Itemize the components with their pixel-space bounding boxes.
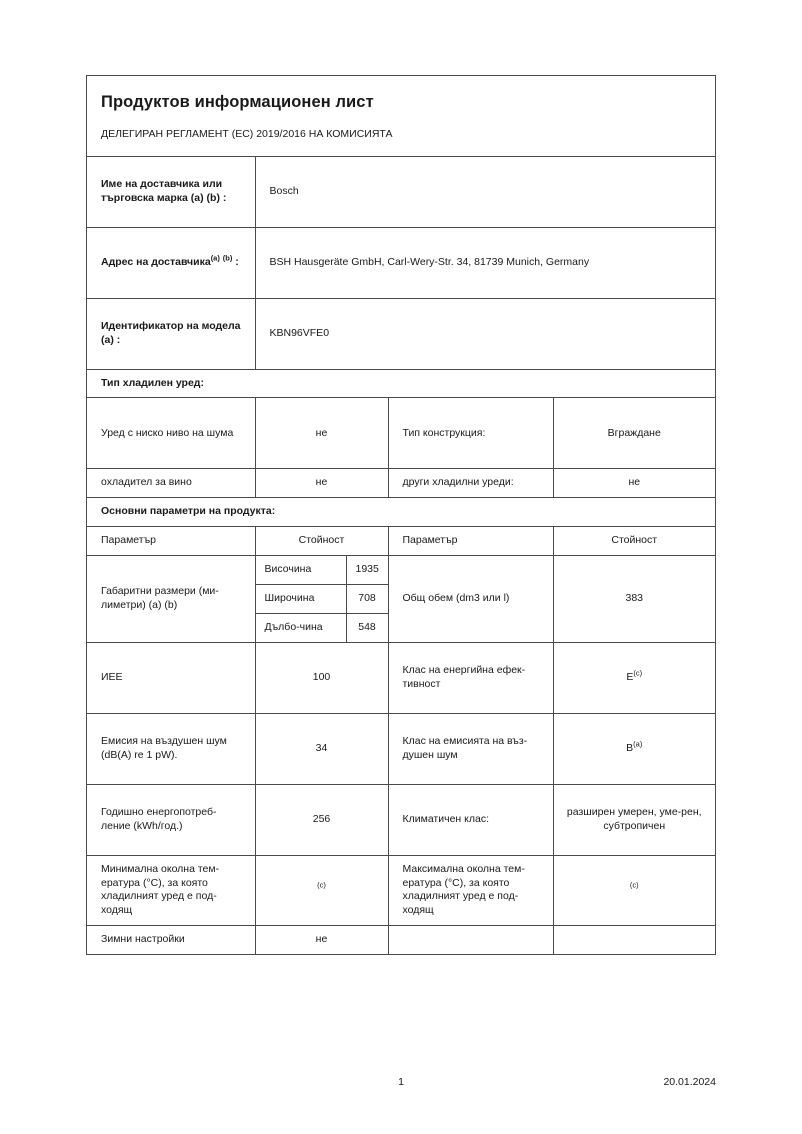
winter-settings-empty-label [388,926,553,954]
total-volume-label: Общ обем (dm3 или l) [388,556,553,643]
supplier-name-label: Име на доставчика или търговска марка (a) (b) : [87,156,255,227]
model-identifier-label: Идентификатор на модела (a) : [87,298,255,369]
annual-energy-row [87,784,715,855]
climate-class-label: Климатичен клас: [388,784,553,855]
annual-energy-value: 256 [255,784,388,855]
dimensions-values-cell [255,556,388,643]
other-appliances-label: други хладилни уреди: [388,469,553,498]
page-title: Продуктов информационен лист [101,93,374,111]
dimension-name-depth: Дълбо-чина [256,613,347,641]
supplier-address-value: BSH Hausgeräte GmbH, Carl-Wery-Str. 34, 81739 Munich, Germany [255,227,715,298]
noise-class-footnote: (a) [633,739,643,749]
max-ambient-temp-value [553,855,715,925]
noise-emission-row [87,713,715,784]
ambient-temperature-row [87,855,715,925]
page-title-cell [87,76,715,124]
dimension-value-height: 1935 [346,556,388,584]
footnote-a-marker: (a) [210,253,220,263]
dimensions-table [256,556,388,642]
appliance-type-section-title: Тип хладилен уред: [87,369,715,398]
max-ambient-temp-label: Максимална околна тем-ература (°C), за която хладилният уред е под-ходящ [388,855,553,925]
eei-label: ИЕЕ [87,642,255,713]
product-info-table [87,76,715,954]
low-noise-value: не [255,398,388,469]
model-identifier-row [87,298,715,369]
supplier-name-value: Bosch [255,156,715,227]
regulation-subtitle-cell [87,124,715,156]
header-parameter-left: Параметър [87,527,255,556]
dimension-row-width [256,584,388,613]
product-information-sheet [86,75,716,955]
regulation-subtitle: ДЕЛЕГИРАН РЕГЛАМЕНТ (ЕС) 2019/2016 НА КОМИСИЯТА [101,127,393,140]
min-ambient-temp-footnote: (c) [317,880,326,890]
dimension-row-height [256,556,388,584]
header-value-right: Стойност [553,527,715,556]
low-noise-label: Уред с ниско ниво на шума [87,398,255,469]
appliance-type-row-1 [87,398,715,469]
winter-settings-label: Зимни настройки [87,926,255,954]
eei-row [87,642,715,713]
other-appliances-value: не [553,469,715,498]
energy-class-label: Клас на енергийна ефек-тивност [388,642,553,713]
main-parameters-section-row [87,498,715,527]
noise-emission-label: Емисия на въздушен шум (dB(A) re 1 pW). [87,713,255,784]
construction-type-label: Тип конструкция: [388,398,553,469]
footnote-b-marker: (b) [222,253,233,263]
dimension-name-height: Височина [256,556,347,584]
noise-class-letter: B [626,741,634,754]
energy-class-letter: E [626,670,634,683]
supplier-address-row [87,227,715,298]
construction-type-value: Вграждане [553,398,715,469]
noise-emission-value: 34 [255,713,388,784]
noise-class-value [553,713,715,784]
total-volume-value: 383 [553,556,715,643]
eei-value: 100 [255,642,388,713]
energy-class-value [553,642,715,713]
header-value-left: Стойност [255,527,388,556]
wine-cooler-value: не [255,469,388,498]
supplier-address-label-colon: : [235,255,239,268]
energy-class-footnote: (c) [633,668,643,678]
winter-settings-empty-value [553,926,715,954]
footer-page-number: 1 [398,1076,404,1088]
annual-energy-label: Годишно енергопотреб-ление (kWh/год.) [87,784,255,855]
winter-settings-row [87,926,715,954]
footer-date: 20.01.2024 [663,1076,716,1088]
main-parameters-header-row [87,527,715,556]
noise-class-label: Клас на емисията на въз-душен шум [388,713,553,784]
model-identifier-value: KBN96VFE0 [255,298,715,369]
dimension-value-depth: 548 [346,613,388,641]
dimensions-label: Габаритни размери (ми-лиметри) (a) (b) [87,556,255,643]
dimensions-row [87,556,715,643]
main-parameters-section-title: Основни параметри на продукта: [87,498,715,527]
title-row [87,76,715,124]
wine-cooler-label: охладител за вино [87,469,255,498]
climate-class-value: разширен умерен, уме-рен, субтропичен [553,784,715,855]
winter-settings-value: не [255,926,388,954]
supplier-name-row [87,156,715,227]
dimension-value-width: 708 [346,584,388,613]
dimension-name-width: Широчина [256,584,347,613]
min-ambient-temp-label: Минимална околна тем-ература (°C), за която хладилният уред е под-ходящ [87,855,255,925]
header-parameter-right: Параметър [388,527,553,556]
appliance-type-row-2 [87,469,715,498]
min-ambient-temp-value [255,855,388,925]
supplier-address-label [87,227,255,298]
appliance-type-section-row [87,369,715,398]
supplier-address-label-text: Адрес на доставчика [101,255,211,268]
max-ambient-temp-footnote: (c) [629,880,639,890]
dimension-row-depth [256,613,388,641]
subtitle-row [87,124,715,156]
